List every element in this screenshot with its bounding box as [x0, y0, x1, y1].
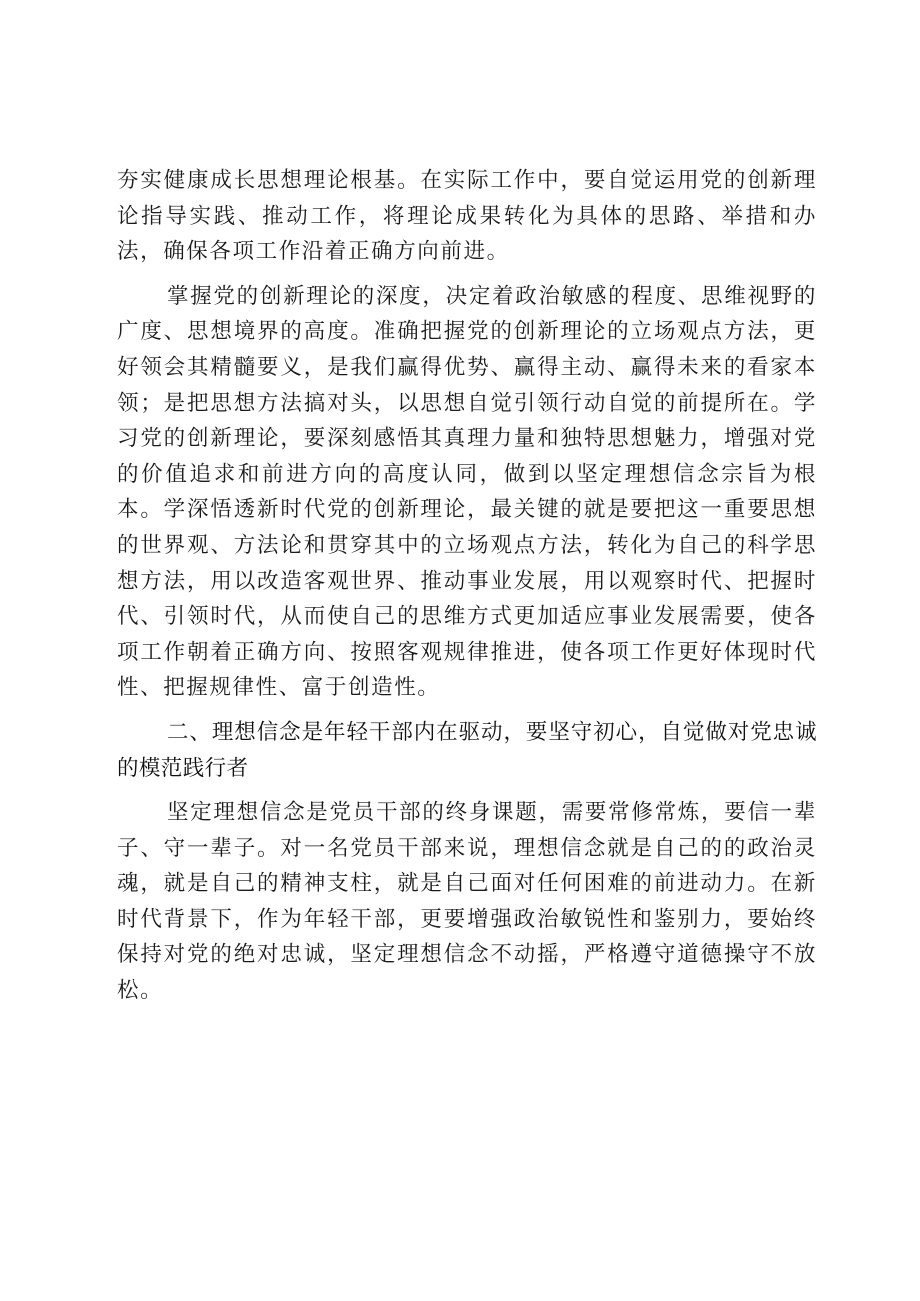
- document-body: [117, 163, 817, 1009]
- paragraph-1: 夯实健康成长思想理论根基。在实际工作中，要自觉运用党的创新理论指导实践、推动工作，将理论成果转化为具体的思路、举措和办法，确保各项工作沿着正确方向前进。: [117, 168, 817, 265]
- paragraph-2: 掌握党的创新理论的深度，决定着政治敏感的程度、思维视野的广度、思想境界的高度。准确把握党的创新理论的立场观点方法，更好领会其精髓要义，是我们赢得优势、赢得主动、赢得未来的看家本领；是把思想方法搞对头，以思想自觉引领行动自觉的前提所在。学习党的创新理论，要深刻感悟其真理力量和独特思想魅力，增强对党的价值追求和前进方向的高度认同，做到以坚定理想信念宗旨为根本。学深悟透新时代党的创新理论，最关键的就是要把这一重要思想的世界观、方法论和贯穿其中的立场观点方法，转化为自己的科学思想方法，用以改造客观世界、推动事业发展，用以观察时代、把握时代、引领时代，从而使自己的思维方式更加适应事业发展需要，使各项工作朝着正确方向、按照客观规律推进，使各项工作更好体现时代性、把握规律性、富于创造性。: [117, 283, 817, 701]
- section-heading-2: 二、理想信念是年轻干部内在驱动，要坚守初心，自觉做对党忠诚的模范践行者: [117, 719, 817, 781]
- paragraph-3: 坚定理想信念是党员干部的终身课题，需要常修常炼，要信一辈子、守一辈子。对一名党员干部来说，理想信念就是自己的的政治灵魂，就是自己的精神支柱，就是自己面对任何困难的前进动力。在新时代背景下，作为年轻干部，更要增强政治敏锐性和鉴别力，要始终保持对党的绝对忠诚，坚定理想信念不动摇，严格遵守道德操守不放松。: [117, 800, 817, 1004]
